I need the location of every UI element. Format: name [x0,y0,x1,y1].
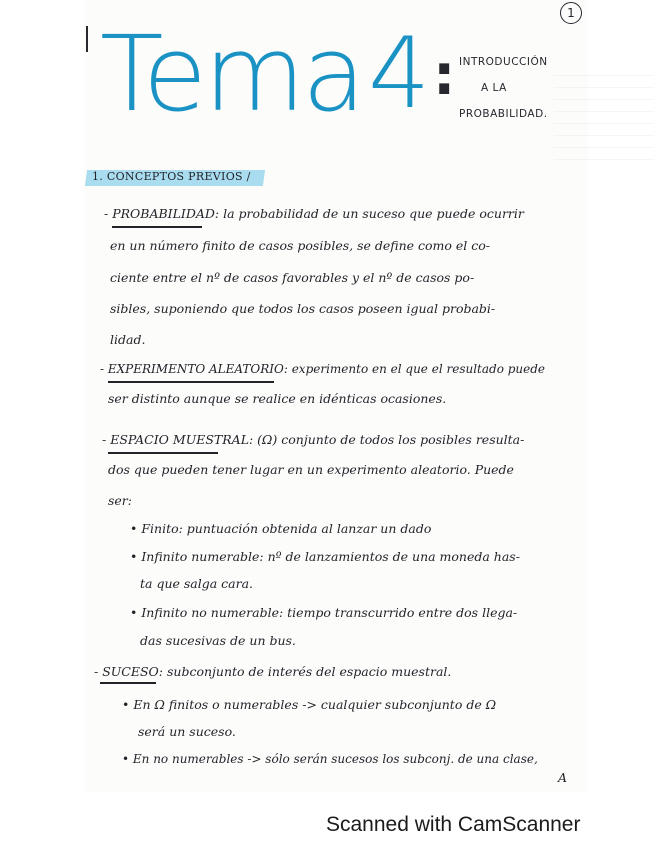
text-line: - SUCESO: subconjunto de interés del espacio muestral. [94,664,452,679]
underline-suceso [100,682,156,684]
list-item: • En no numerables -> sólo serán sucesos los subconj. de una clase, [122,752,538,766]
text-line: ser distinto aunque se realice en idénticas ocasiones. [108,391,447,406]
section-heading: 1. CONCEPTOS PREVIOS / [92,170,251,183]
title-number: 4 [368,17,431,131]
text-line: A [558,770,568,785]
title-word: Tema [100,13,363,135]
list-item: • En Ω finitos o numerables -> cualquier subconjunto de Ω [122,697,497,712]
text-line: ser: [108,493,132,508]
scanner-watermark-text: Scanned with CamScanner [326,813,581,836]
text-line: lidad. [110,332,146,347]
subtitle-line-1: INTRODUCCIÓN [459,56,548,68]
scanner-watermark [326,813,646,837]
list-item: • Infinito numerable: nº de lanzamientos de una moneda has- [130,549,520,564]
list-item: • Finito: puntuación obtenida al lanzar un dado [130,521,432,536]
text-line: - ESPACIO MUESTRAL: (Ω) conjunto de todos los posibles resulta- [102,432,525,447]
subtitle-line-2: A LA [481,82,507,94]
underline-probabilidad [112,226,202,228]
underline-experimento [108,381,274,383]
text-line: dos que pueden tener lugar en un experimento aleatorio. Puede [108,462,514,477]
page-number [560,2,582,24]
title-colon: : [433,43,456,108]
subtitle-line-3: PROBABILIDAD. [459,108,548,120]
text-line: - PROBABILIDAD: la probabilidad de un suceso que puede ocurrir [104,206,524,221]
text-line: en un número finito de casos posibles, se define como el co- [110,238,491,253]
text-line: - EXPERIMENTO ALEATORIO: experimento en el que el resultado puede [100,362,546,376]
bleed-through-texture [554,70,654,160]
margin-mark [86,26,88,52]
list-item: • Infinito no numerable: tiempo transcurrido entre dos llega- [130,605,518,620]
text-line: das sucesivas de un bus. [140,633,296,648]
text-line: será un suceso. [138,724,236,739]
text-line: ta que salga cara. [140,576,254,591]
text-line: sibles, suponiendo que todos los casos poseen igual probabi- [110,301,496,316]
underline-espacio [108,452,218,454]
page-number-label: 1 [567,6,575,20]
text-line: ciente entre el nº de casos favorables y el nº de casos po- [110,270,475,285]
